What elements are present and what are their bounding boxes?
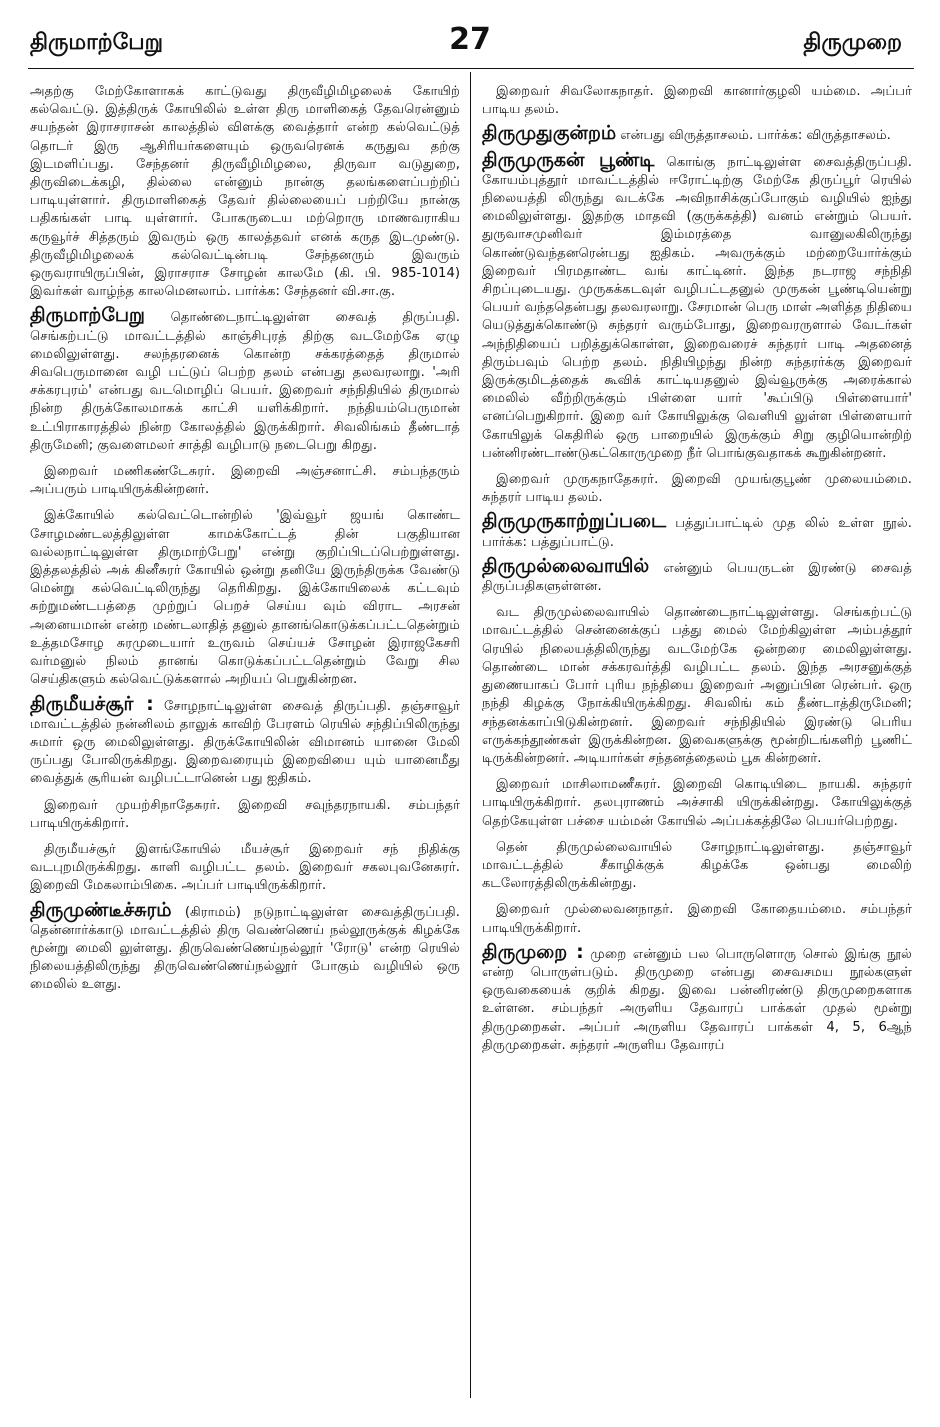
entry-headword: திருமீயச்சூர் : xyxy=(30,692,154,715)
right-column xyxy=(482,78,912,1398)
entry-text: இறைவர் சிவலோகநாதர். இறைவி கானார்குழலி யம்மை. அப்பர் பாடிய தலம். xyxy=(482,84,912,118)
entry-text: சோழநாட்டிலுள்ள சைவத் திருப்பதி. தஞ்சாவூர் மாவட்டத்தில் நன்னிலம் தாலுக் காவிற் பேரளம் ரெயில் சந்திப்பிலிருந்து சுமார் ஒரு மைலிலுள்ளது. திருக்கோயிலின் விமானம் யானை மேலி ருப்பது போலிருக்கிறது. இறைவரையும் இறைவியை யும் யானைமீது வைத்துக் சூரியன் வழிபட்டானென் பது ஐதிகம். xyxy=(30,698,460,787)
entry-text: இறைவர் மாசிலாமணீசுரர். இறைவி கொடியிடை நாயகி. சுந்தரர் பாடியிருக்கிறார். தலபுராணம் அச்சாகி யிருக்கின்றது. கோயிலுக்குத் தெற்கேயுள்ள பச்சை யம்மன் கோயில் அப்பக்கத்திலே பெயர்பெற்றது. xyxy=(482,777,912,829)
entry-text: என்பது விருத்தாசலம். பார்க்க: விருத்தாசலம். xyxy=(616,128,891,144)
entry-text: கொங்கு நாட்டிலுள்ள சைவத்திருப்பதி. கோயம்புத்தூர் மாவட்டத்தில் ஈரோட்டிற்கு மேற்கே திருப்பூர் ரெயில் நிலையத்தி லிருந்து வடக்கே அவிநாசிக்குப்போகும் வழியில் ஐந்து மைலிலுள்ளது. இதற்கு மாதவி (குருக்கத்தி) வனம் என்றும் பெயர். துருவாசமுனிவர் இம்மரத்தை வானுலகிலிருந்து கொண்டுவந்தனரென்பது ஐதிகம். அவருக்கும் மற்றையோர்க்கும் இறைவர் பிரமதாண்ட வங் காட்டினர். இந்த நடராஜ சந்நிதி சிறப்புடையது. முருகக்கடவுள் வழிபட்டதனுல் முருகன் பூண்டியென்று பெயர் வந்ததென்பது தலவரலாறு. சேரமான் பெரு மாள் அளித்த நிதியை யெடுத்துக்கொண்டு சுந்தரர் வரும்போது, இறைவரருளால் வேடர்கள் அந்நிதியைப் பறித்துக்கொள்ள, இறைவரைச் சுந்தரர் பாடி அதனைத் திரும்பவும் பெற்ற தலம். நிதியிழந்து நின்ற சுந்தரர்க்கு இறைவர் இருக்குமிடத்தைக் கூவிக் காட்டியதனுல் இவ்வூருக்கு அரைக்கால் மைலில் வீற்றிருக்கும் பிள்ளை யார் 'கூப்பிடு பிள்ளையார்' எனப்பெறுகிறார். இறை வர் கோயிலுக்கு வெளியி லுள்ள பிள்ளையார் கோயிலுக் கெதிரில் ஒரு பாறையில் இருக்கும் சிறு குழியொன்றிற் பன்னிரண்டாண்டுகட்கொருமுறை நீர் பொங்குவதாகக் கூறுகின்றனர். xyxy=(482,154,912,461)
entry-text: திருமீயச்சூர் இளங்கோயில் மீயச்சூர் இறைவர் சந் நிதிக்கு வடபுறமிருக்கிறது. காளி வழிபட்ட தலம். இறைவர் சகலபுவனேசுரர். இறைவி மேகலாம்பிகை. அப்பர் பாடியிருக்கிறார். xyxy=(30,841,460,894)
entry-paragraph xyxy=(30,836,460,896)
page-number: 27 xyxy=(449,22,491,57)
entry-paragraph xyxy=(30,304,460,455)
entry-paragraph xyxy=(30,458,460,499)
entry-paragraph xyxy=(482,834,912,894)
entry-text: அதற்கு மேற்கோளாகக் காட்டுவது திருவீழிமிழலைக் கோயிற் கல்வெட்டு. இத்திருக் கோயிலில் உள்ள திரு மாளிகைத் தேவரென்னும் சயந்தன் இராசராசன் காலத்தில் விளக்கு வைத்தார் என்ற கல்வெட்டுத் தொடர் இரு ஆசிரியர்களையும் ஒருவரெனக் கருதுவ தற்கு இடமளிப்பது. சேந்தனர் திருவீழிமிழலை, திருவா வடுதுறை, திருவிடைக்கழி, தில்லை என்னும் நான்கு தலங்களைப்பற்றிப் பாடியுள்ளார். திருமாளிகைத் தேவர் தில்லையைப் பற்றியே நான்கு பதிகங்கள் பாடி யுள்ளார். போகருடைய மற்றொரு மாணவராகிய கருவூர்ச் சித்தரும் இவரும் ஒரு காலத்தவர் எனக் கருத இடமுண்டு. திருவீழிமிழலைக் கல்வெட்டின்படி சேந்தனரும் இவரும் ஒருவராயிருப்பின், இராசராச சோழன் காலமே (கி. பி. 985-1014) இவர்கள் வாழ்ந்த காலமெனலாம். பார்க்க: சேந்தனர் வி.சா.கு. xyxy=(30,84,460,300)
left-column xyxy=(30,78,460,1398)
entry-text: தென் திருமுல்லைவாயில் சோழநாட்டிலுள்ளது. தஞ்சாவூர் மாவட்டத்தில் சீகாழிக்குக் கிழக்கே ஒன்பது மைலிற் கடலோரத்திலிருக்கின்றது. xyxy=(482,839,912,892)
entry-paragraph xyxy=(482,149,912,463)
entry-headword: திருமுண்டீச்சுரம் xyxy=(30,898,172,921)
entry-text: (கிராமம்) நடுநாட்டிலுள்ள சைவத்திருப்பதி. தென்னார்க்காடு மாவட்டத்தில் திரு வெண்ணெய் நல்லூருக்குக் கிழக்கே மூன்று மைலி லுள்ளது. திருவெண்ணெய்நல்லூர் 'ரோடு' என்ற ரெயில் நிலையத்திலிருந்து திருவெண்ணெய்நல்லூர் போகும் வழியில் ஒரு மைலில் உளது. xyxy=(30,904,460,993)
entry-headword: திருமுறை : xyxy=(482,940,584,963)
entry-text: இறைவர் முல்லைவனநாதர். இறைவி கோதையம்மை. சம்பந்தர் பாடியிருக்கிறார். xyxy=(482,902,912,936)
entry-text: இறைவர் முருகநாதேசுரர். இறைவி முயங்குபூண் முலையம்மை. சுந்தரர் பாடிய தலம். xyxy=(482,472,912,506)
entry-text: இக்கோயில் கல்வெட்டொன்றில் 'இவ்வூர் ஜயங் கொண்ட சோழமண்டலத்திலுள்ள காமக்கோட்டத் தின் பகுதியான வல்லநாட்டிலுள்ள திருமாற்பேறு' என்று குறிப்பிடப்பெற்றுள்ளது. இத்தலத்தில் அக் கினீசுரர் கோயில் ஒன்று தனியே இருந்திருக்க வேண்டு மென்று கல்வெட்டிலிருந்து தெரிகிறது. இக்கோயிலைக் கட்டவும் சுற்றுமண்டபத்தை முற்றுப் பெறச் செய்ய வும் விராட அரசன் அனையமான் என்ற மண்டலாதித் தனுல் தானங்கொடுக்கப்பட்டதென்றும் உத்தமசோழ சுரமுடையார் உருவம் செய்யச் சோழன் இராஜகேசரி வர்மனுல் நிலம் தானங் கொடுக்கப்பட்டதென்றும் வேறு சில செய்திகளும் கல்வெட்டுக்களால் அறியப் பெறுகின்றன. xyxy=(30,508,460,688)
header-rule xyxy=(28,68,914,69)
entry-headword: திருமுருகாற்றுப்படை xyxy=(482,510,667,533)
entry-text: என்னும் பெயருடன் இரண்டு சைவத் திருப்பதிகளுள்ளன. xyxy=(482,560,912,595)
entry-headword: திருமுருகன் பூண்டி xyxy=(482,148,655,171)
entry-paragraph xyxy=(30,792,460,833)
entry-text: தொண்டைநாட்டிலுள்ள சைவத் திருப்பதி. செங்கற்பட்டு மாவட்டத்தில் காஞ்சிபுரத் திற்கு வடமேற்கே ஏழு மைலிலுள்ளது. சலந்தரனைக் கொன்ற சக்கரத்தைத் திருமால் சிவபெருமானை வழி பட்டுப் பெற்ற தலம் என்பது தலவரலாறு. 'அரி சக்கரபுரம்' என்பது வடமொழிப் பெயர். இறைவர் சந்நிதியில் திருமால் நின்ற திருக்கோலமாகக் காட்சி யளிக்கிறார். நந்தியம்பெருமான் உட்பிராகாரத்தில் நின்ற கோலத்தில் இருக்கிறார். சிவலிங்கம் தீண்டாத் திருமேனி; குவளைமலர் சாத்தி வழிபாடு நடைபெறு கிறது. xyxy=(30,310,460,453)
left-running-head: திருமாற்பேறு xyxy=(30,30,163,55)
entry-paragraph xyxy=(482,941,912,1055)
entry-text: முறை என்னும் பல பொருளொரு சொல் இங்கு நூல் என்ற பொருள்படும். திருமுறை என்பது சைவசமய நூல்களுள் ஒருவகையைக் குறிக் கிறது. இவை பன்னிரண்டு திருமுறைகளாக உள்ளன. சம்பந்தர் அருளிய தேவாரப் பாக்கள் முதல் மூன்று திருமுறைகள். அப்பர் அருளிய தேவாரப் பாக்கள் 4, 5, 6ஆந் திருமுறைகள். சுந்தரர் அருளிய தேவாரப் xyxy=(482,946,912,1053)
entry-paragraph xyxy=(482,78,912,119)
entry-paragraph xyxy=(482,771,912,831)
entry-paragraph xyxy=(482,896,912,937)
entry-paragraph xyxy=(30,899,460,995)
entry-headword: திருமாற்பேறு xyxy=(30,304,145,327)
entry-text: பத்துப்பாட்டில் முத லில் உள்ள நூல். பார்க்க: பத்துப்பாட்டு. xyxy=(482,516,912,550)
entry-headword: திருமுல்லைவாயில் xyxy=(482,554,650,577)
entry-paragraph xyxy=(482,555,912,596)
entry-text: இறைவர் மணிகண்டேசுரர். இறைவி அஞ்சனாட்சி. சம்பந்தரும் அப்பரும் பாடியிருக்கின்றனர். xyxy=(30,464,460,498)
page-header xyxy=(0,22,940,62)
entry-text: இறைவர் முயற்சிநாதேசுரர். இறைவி சவுந்தரநாயகி. சம்பந்தர் பாடியிருக்கிறார். xyxy=(30,797,460,831)
entry-headword: திருமுதுகுன்றம் xyxy=(482,122,617,145)
right-running-head: திருமுறை xyxy=(803,30,902,55)
entry-text: வட திருமுல்லைவாயில் தொண்டைநாட்டிலுள்ளது. செங்கற்பட்டு மாவட்டத்தில் சென்னைக்குப் பத்து மைல் மேற்கிலுள்ள அம்பத்தூர் ரெயில் நிலையத்திலிருந்து வடமேற்கே ஒன்றரை மைலிலுள்ளது. தொண்டை மான் சக்கரவர்த்தி வழிபட்ட தலம். இந்த அரசனுக்குத் துணையாகப் போர் புரிய நந்தியை இறைவர் அனுப்பின ரென்பர். ஒரு நந்தி கிழக்கு நோக்கியிருக்கிறது. சிவலிங் கம் தீண்டாத்திருமேனி; சந்தனக்காப்பிடுகின்றனர். இறைவர் சந்நிதியில் இரண்டு பெரிய எருக்கந்தூண்கள் இருக்கின்றன. இவைகளுக்கு மூன்றிடங்களிற் பூணிட் டிருக்கின்றனர். அடியார்கள் சந்தனத்தைலம் பூசு கின்றனர். xyxy=(482,605,912,766)
entry-paragraph xyxy=(30,78,460,301)
entry-paragraph xyxy=(30,502,460,689)
entry-paragraph xyxy=(482,510,912,551)
entry-paragraph xyxy=(482,466,912,507)
entry-paragraph xyxy=(482,599,912,768)
entry-paragraph xyxy=(482,122,912,145)
column-divider xyxy=(470,72,471,1398)
entry-paragraph xyxy=(30,693,460,789)
